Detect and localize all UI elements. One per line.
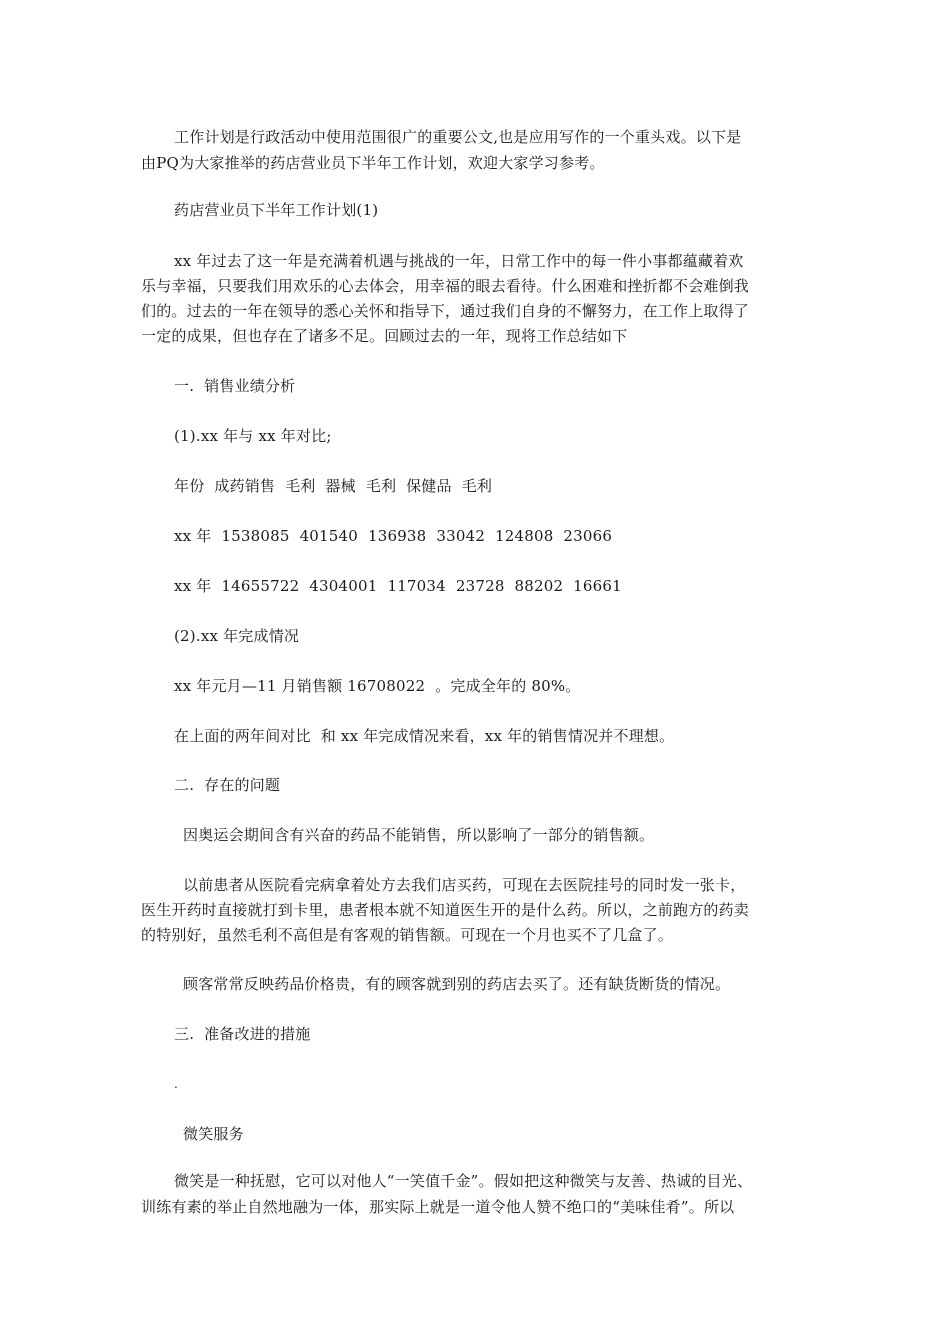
sales-completion: xx 年元月—11 月销售额 16708022 。完成全年的 80%。 bbox=[174, 677, 581, 695]
part3-heading: 三. 准备改进的措施 bbox=[174, 1025, 311, 1043]
intro-line-2: 由PQ为大家推举的药店营业员下半年工作计划，欢迎大家学习参考。 bbox=[141, 154, 605, 172]
part1-heading: 一. 销售业绩分析 bbox=[174, 377, 296, 395]
sales-table-row-2: xx 年 14655722 4304001 117034 23728 88202 16661 bbox=[174, 577, 622, 595]
smile-line-1: 微笑是一种抚慰，它可以对他人“一笑值千金”。假如把这种微笑与友善、热诚的目光、 bbox=[174, 1172, 753, 1190]
opening-line-3: 们的。过去的一年在领导的悉心关怀和指导下，通过我们自身的不懈努力，在工作上取得了 bbox=[141, 302, 750, 320]
part2-heading: 二. 存在的问题 bbox=[174, 776, 281, 794]
part1-conclusion: 在上面的两年间对比 和 xx 年完成情况来看，xx 年的销售情况并不理想。 bbox=[174, 727, 675, 745]
part1-sub2: (2).xx 年完成情况 bbox=[174, 627, 300, 645]
sales-table-row-1: xx 年 1538085 401540 136938 33042 124808 23066 bbox=[174, 527, 613, 545]
section-title: 药店营业员下半年工作计划(1) bbox=[174, 201, 379, 219]
problem-1: 因奥运会期间含有兴奋的药品不能销售，所以影响了一部分的销售额。 bbox=[183, 826, 655, 844]
problem-2-line-1: 以前患者从医院看完病拿着处方去我们店买药，可现在去医院挂号的同时发一张卡， bbox=[183, 876, 746, 894]
opening-line-1: xx 年过去了这一年是充满着机遇与挑战的一年，日常工作中的每一件小事都蕴藏着欢 bbox=[174, 252, 744, 270]
smile-service-title: 微笑服务 bbox=[183, 1125, 244, 1143]
problem-2-line-3: 的特别好，虽然毛利不高但是有客观的销售额。可现在一个月也买不了几盒了。 bbox=[141, 926, 674, 944]
problem-2-line-2: 医生开药时直接就打到卡里，患者根本就不知道医生开的是什么药。所以，之前跑方的药卖 bbox=[141, 901, 750, 919]
intro-line-1: 工作计划是行政活动中使用范围很广的重要公文,也是应用写作的一个重头戏。以下是 bbox=[174, 128, 742, 146]
smile-line-2: 训练有素的举止自然地融为一体，那实际上就是一道令他人赞不绝口的“美味佳肴”。所以 bbox=[141, 1198, 735, 1216]
problem-3: 顾客常常反映药品价格贵，有的顾客就到别的药店去买了。还有缺货断货的情况。 bbox=[183, 975, 731, 993]
part1-sub1: (1).xx 年与 xx 年对比; bbox=[174, 427, 332, 445]
sales-table-header: 年份 成药销售 毛利 器械 毛利 保健品 毛利 bbox=[174, 477, 493, 495]
list-dot: . bbox=[174, 1077, 179, 1091]
opening-line-4: 一定的成果，但也存在了诸多不足。回顾过去的一年，现将工作总结如下 bbox=[141, 327, 628, 345]
opening-line-2: 乐与幸福，只要我们用欢乐的心去体会，用幸福的眼去看待。什么困难和挫折都不会难倒我 bbox=[141, 277, 750, 295]
